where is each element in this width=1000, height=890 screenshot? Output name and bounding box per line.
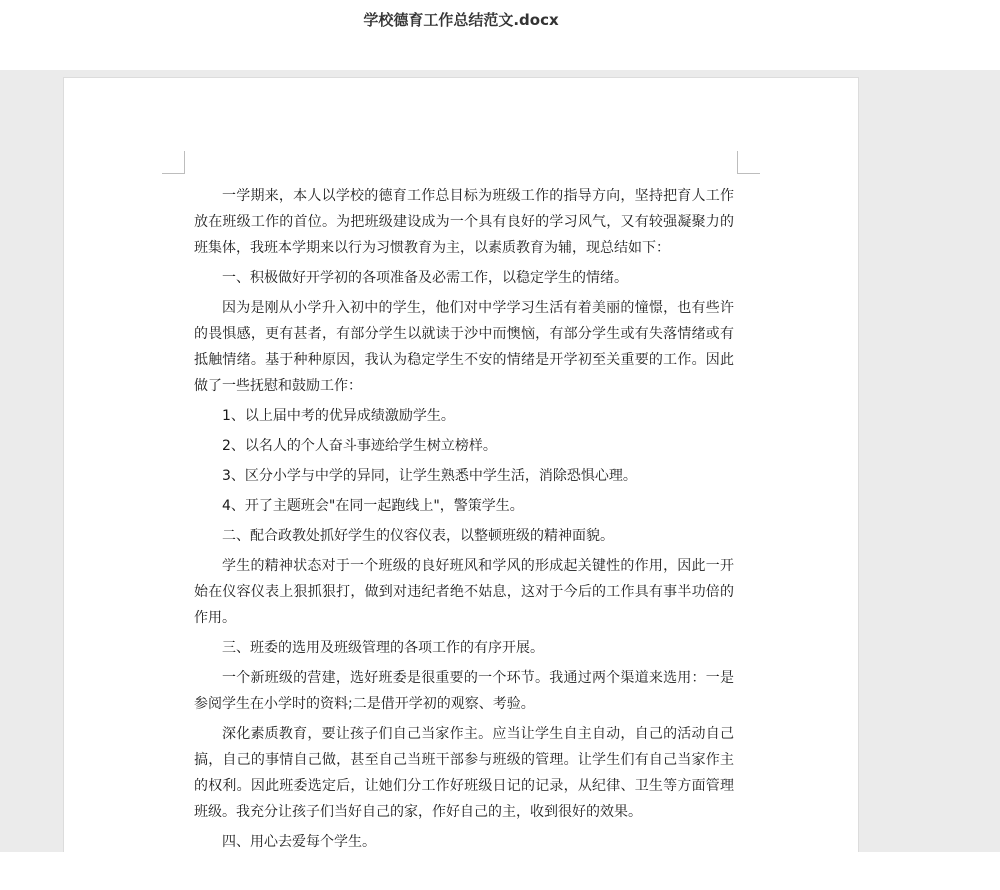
heading-section-3: 三、班委的选用及班级管理的各项工作的有序开展。 [222,640,544,656]
paragraph-section-2: 学生的精神状态对于一个班级的良好班风和学风的形成起关键性的作用，因此一开始在仪容仪表上狠抓狠打，做到对违纪者绝不姑息，这对于今后的工作具有事半功倍的作用。 [194,558,734,626]
list-item-3: 3、区分小学与中学的异同，让学生熟悉中学生活，消除恐惧心理。 [222,468,637,484]
list-item-1: 1、以上届中考的优异成绩激励学生。 [222,408,455,424]
heading-section-4: 四、用心去爱每个学生。 [222,834,376,850]
heading-section-1: 一、积极做好开学初的各项准备及必需工作，以稳定学生的情绪。 [222,270,628,286]
page-content [194,183,734,852]
heading-section-2: 二、配合政教处抓好学生的仪容仪表，以整顿班级的精神面貌。 [222,528,614,544]
list-item-4: 4、开了主题班会"在同一起跑线上"，警策学生。 [222,498,524,514]
title-bar [0,0,1000,70]
document-viewer[interactable] [0,70,1000,852]
crop-mark-top-right [737,151,760,174]
list-item-2: 2、以名人的个人奋斗事迹给学生树立榜样。 [222,438,497,454]
footer-band [0,852,1000,890]
document-title: 学校德育工作总结范文.docx [363,11,559,29]
paragraph-section-3b: 深化素质教育，要让孩子们自己当家作主。应当让学生自主自动，自己的活动自己搞，自己的事情自己做，甚至自己当班干部参与班级的管理。让学生们有自己当家作主的权利。因此班委选定后，让她们分工作好班级日记的记录，从纪律、卫生等方面管理班级。我充分让孩子们当好自己的家，作好自己的主，收到很好的效果。 [194,726,734,820]
paragraph-intro: 一学期来，本人以学校的德育工作总目标为班级工作的指导方向，坚持把育人工作放在班级工作的首位。为把班级建设成为一个具有良好的学习风气，又有较强凝聚力的班集体，我班本学期来以行为习惯教育为主，以素质教育为辅，现总结如下： [194,188,734,256]
crop-mark-top-left [162,151,185,174]
document-page [64,78,858,852]
paragraph-section-1: 因为是刚从小学升入初中的学生，他们对中学学习生活有着美丽的憧憬，也有些许的畏惧感，更有甚者，有部分学生以就读于沙中而懊恼，有部分学生或有失落情绪或有抵触情绪。基于种种原因，我认为稳定学生不安的情绪是开学初至关重要的工作。因此做了一些抚慰和鼓励工作： [194,300,734,394]
paragraph-section-3a: 一个新班级的营建，选好班委是很重要的一个环节。我通过两个渠道来选用：一是参阅学生在小学时的资料;二是借开学初的观察、考验。 [194,670,734,712]
